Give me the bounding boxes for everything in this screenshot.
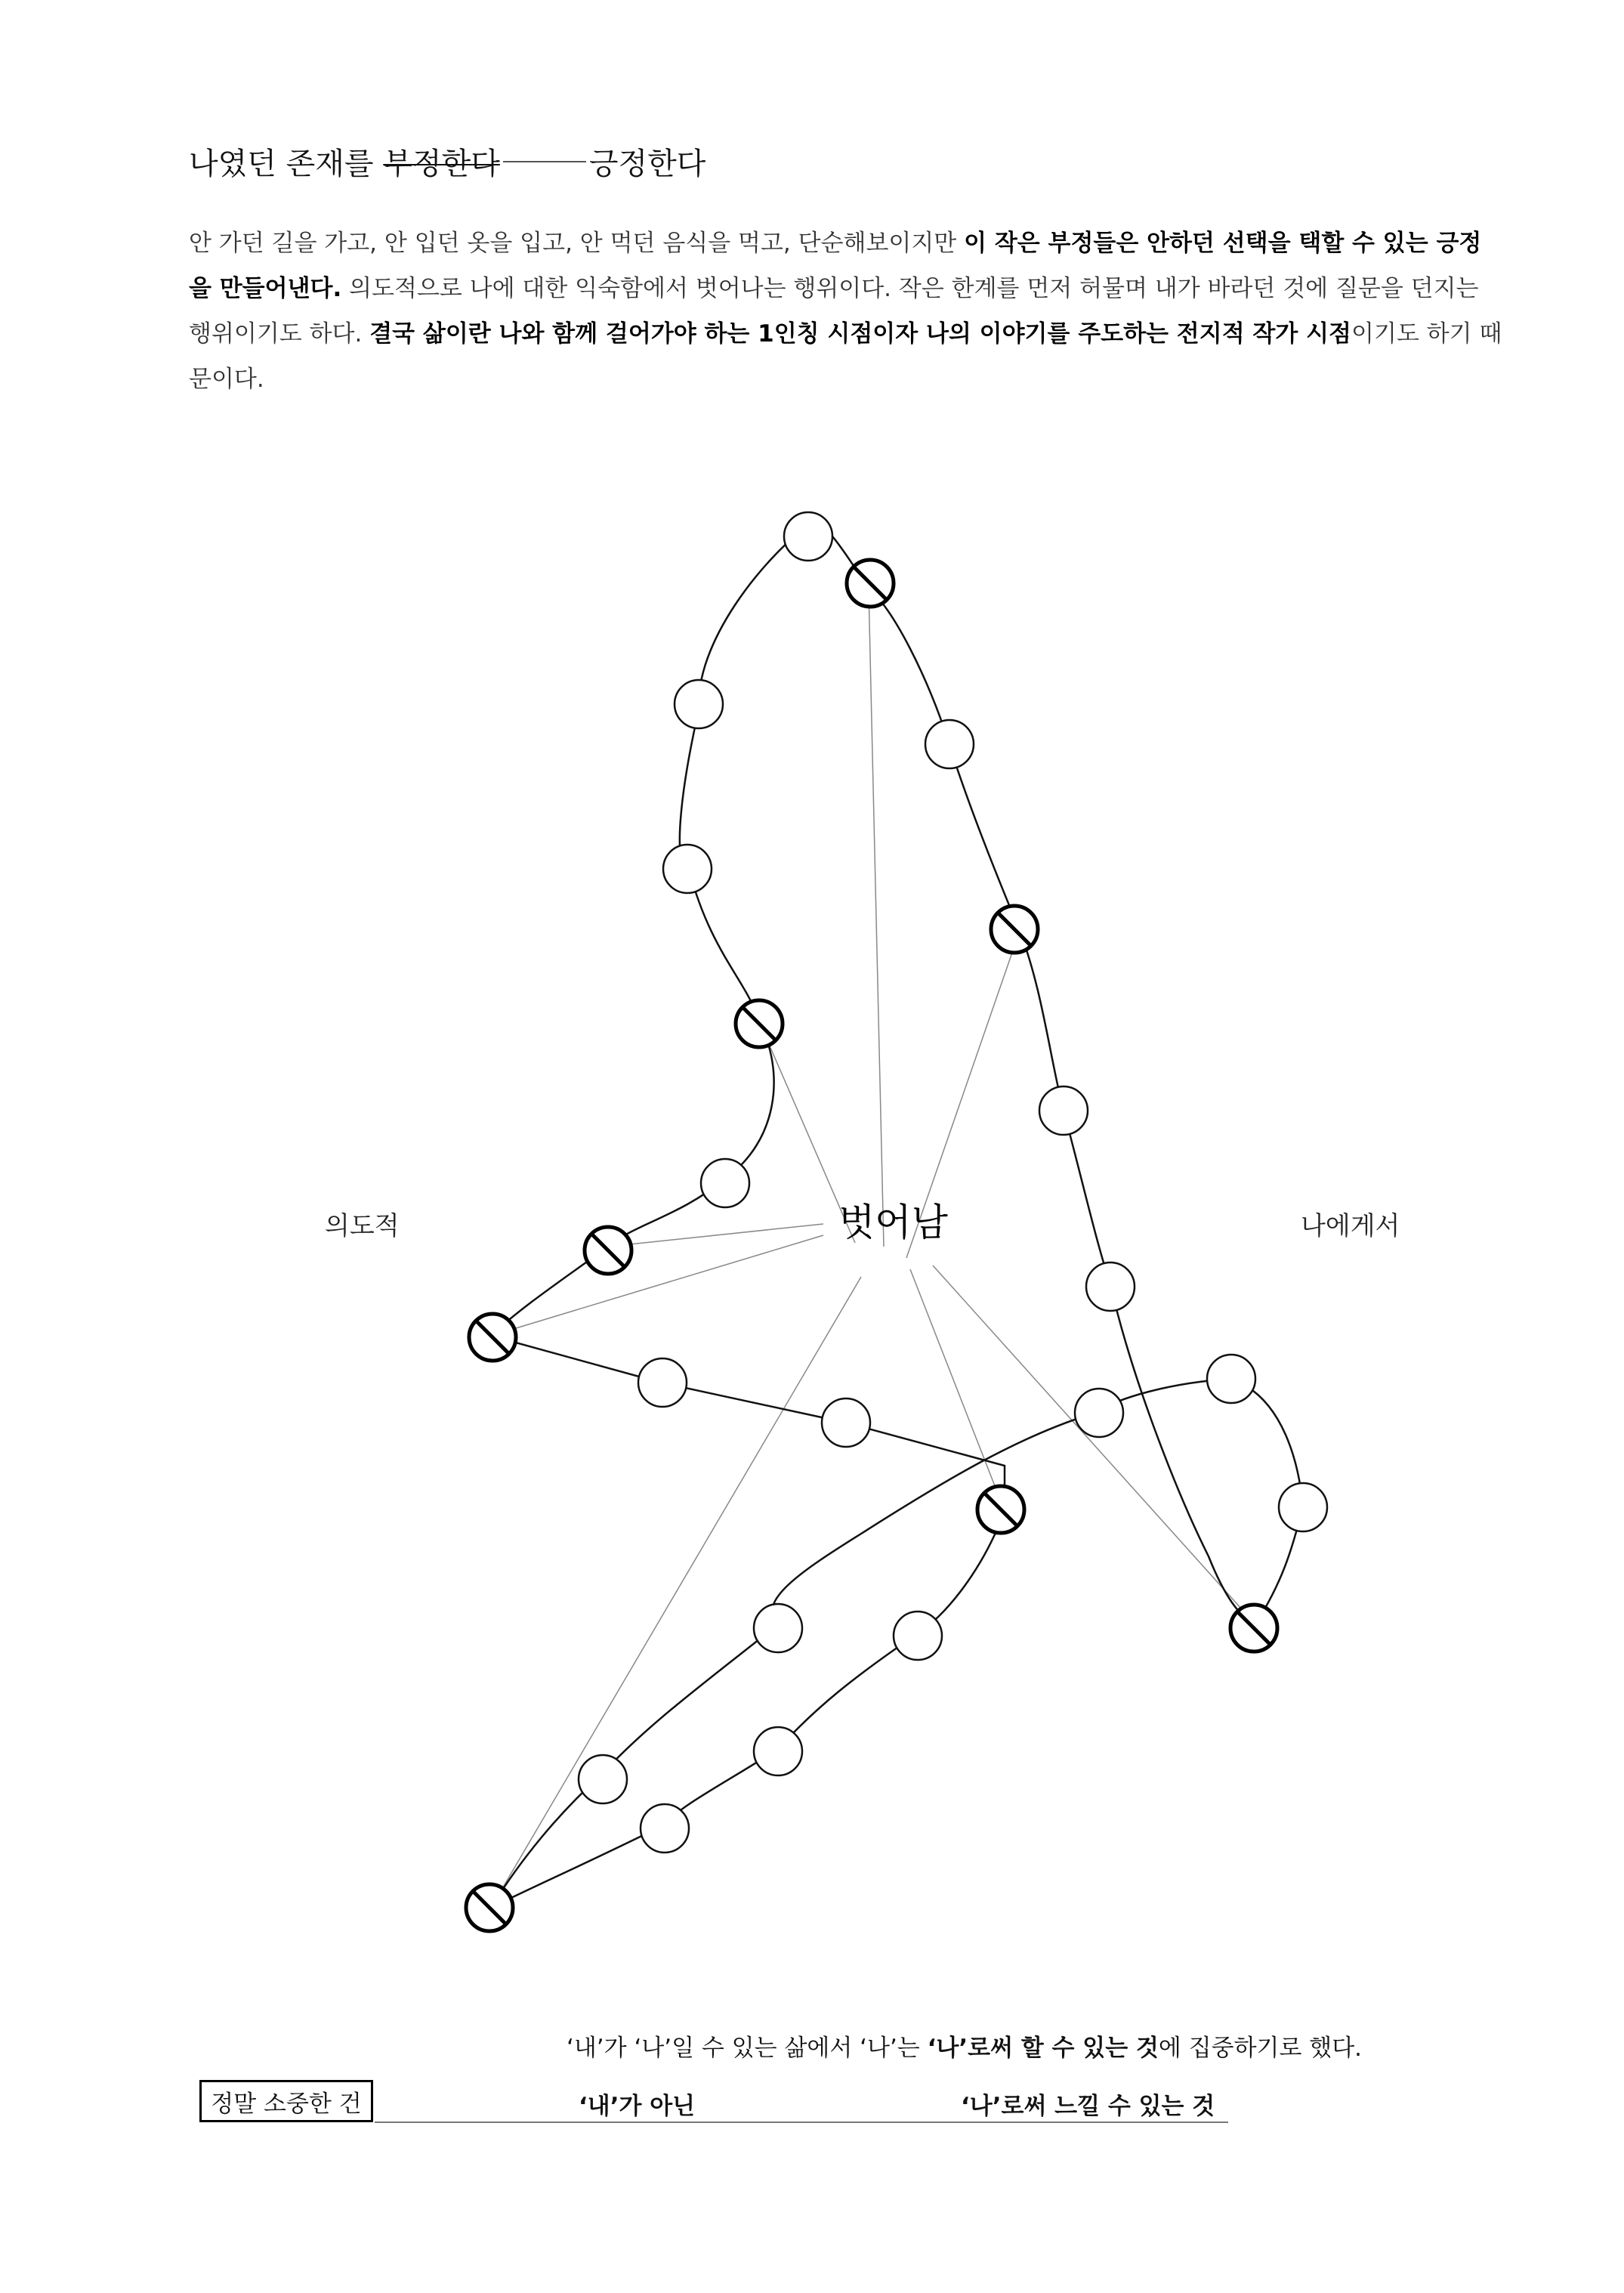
open-circle-node [925, 720, 974, 768]
open-circle-node [663, 845, 712, 893]
para-text-3: 이기도 하기 때문이다. [189, 320, 1502, 393]
left-label: 의도적 [325, 1211, 400, 1241]
prohibited-circle-node [991, 906, 1038, 953]
para-text-2: 의도적으로 나에 대한 익숙함에서 벗어나는 행위이다. 작은 한계를 먼저 허물며 내가 바라던 것에 질문을 던지는 행위이기도 하다. [189, 275, 1479, 348]
prohibited-circle-node [736, 1000, 783, 1047]
open-circle-node [1039, 1086, 1088, 1135]
open-circle-node [1075, 1389, 1123, 1437]
footer-text-1: ‘내’가 ‘나’일 수 있는 삶에서 ‘나’는 [567, 2035, 928, 2062]
prohibited-circle-node [1230, 1605, 1277, 1652]
open-circle-node [1279, 1483, 1327, 1531]
prohibited-circle-node [466, 1884, 513, 1931]
precious-box [199, 2080, 373, 2122]
para-bold-1: 이 작은 부정들은 안하던 선택을 택할 수 있는 긍정을 만들어낸다. [189, 230, 1482, 302]
open-circle-node [784, 512, 832, 561]
column-not-me: ‘내’가 아닌 [579, 2093, 696, 2120]
footer-statement [567, 2029, 1362, 2063]
prohibited-circle-node [585, 1227, 631, 1274]
prohibited-circle-node [847, 560, 894, 607]
open-circle-node [675, 680, 723, 728]
precious-box-label: 정말 소중한 건 [211, 2090, 362, 2118]
para-bold-2: 결국 삶이란 나와 함께 걸어가야 하는 1인칭 시점이자 나의 이야기를 주도하는 전지적 작가 시점 [369, 320, 1352, 348]
footer-text-2: 에 집중하기로 했다. [1158, 2035, 1363, 2062]
open-nodes [579, 512, 1327, 1853]
open-circle-node [638, 1358, 687, 1407]
title-part2: 긍정한다 [588, 147, 706, 181]
center-label: 벗어남 [838, 1201, 948, 1244]
open-circle-node [579, 1755, 627, 1803]
footer-rule [375, 2121, 1228, 2123]
title-part1: 나였던 존재를 [189, 147, 384, 181]
title-struck-word: 부정한다 [383, 147, 500, 181]
column-feel-as-me: ‘나’로써 느낄 수 있는 것 [961, 2093, 1215, 2120]
para-text-1: 안 가던 길을 가고, 안 입던 옷을 입고, 안 먹던 음식을 먹고, 단순해보이지만 [189, 230, 965, 257]
prohibited-circle-node [469, 1314, 516, 1361]
open-circle-node [701, 1159, 749, 1207]
open-circle-node [1207, 1355, 1255, 1403]
open-circle-node [754, 1604, 802, 1652]
open-circle-node [641, 1804, 689, 1853]
open-circle-node [822, 1398, 870, 1447]
open-circle-node [754, 1727, 802, 1775]
right-label: 나에게서 [1301, 1211, 1400, 1241]
prohibited-circle-node [977, 1486, 1024, 1533]
footer-bold: ‘나’로써 할 수 있는 것 [927, 2035, 1159, 2062]
open-circle-node [894, 1612, 942, 1660]
open-circle-node [1086, 1262, 1135, 1311]
